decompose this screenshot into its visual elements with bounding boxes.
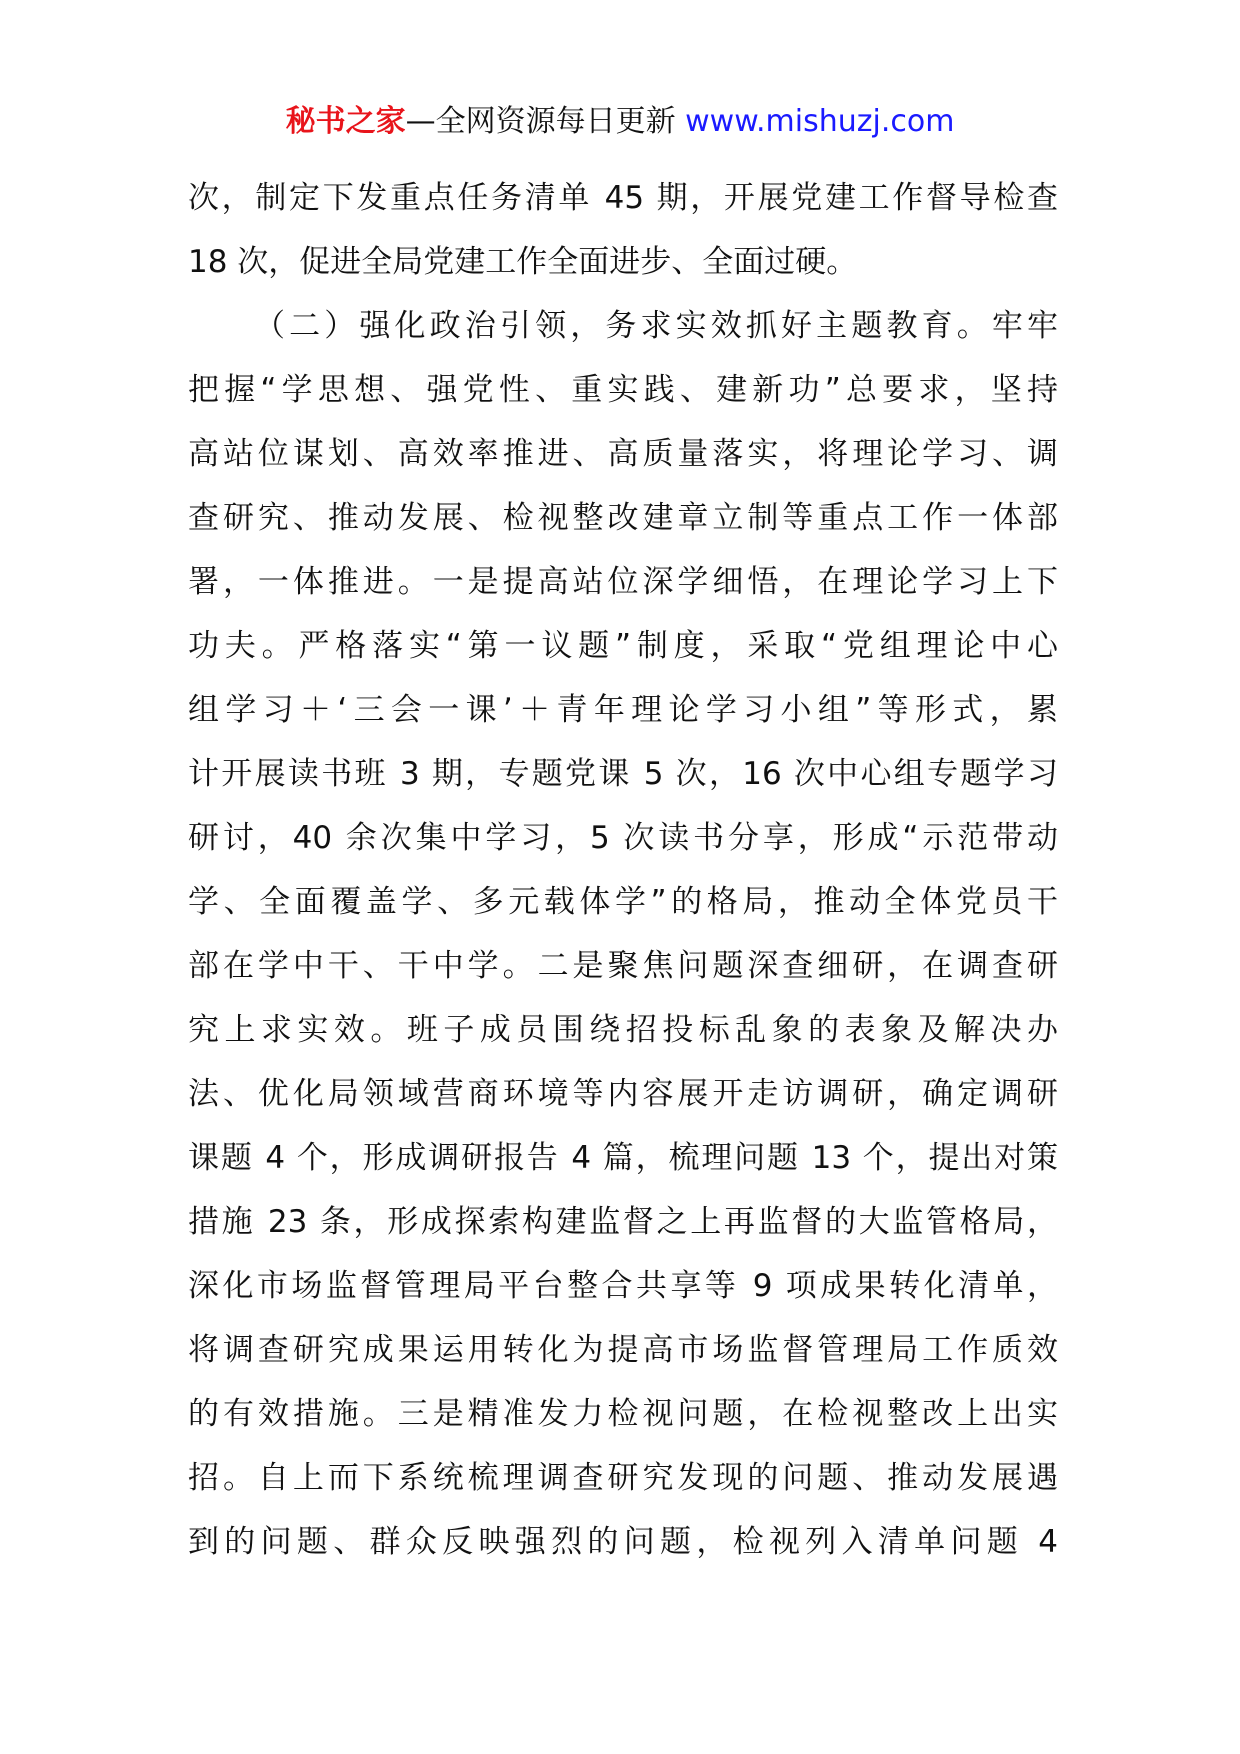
body-line: 招。自上而下系统梳理调查研究发现的问题、推动发展遇: [188, 1460, 1058, 1496]
body-line: 高站位谋划、高效率推进、高质量落实，将理论学习、调: [188, 436, 1058, 472]
body-line: 查研究、推动发展、检视整改建章立制等重点工作一体部: [188, 500, 1058, 536]
header-tagline: —全网资源每日更新: [405, 104, 676, 139]
document-body: [188, 166, 1058, 1574]
body-line: 18 次，促进全局党建工作全面进步、全面过硬。: [188, 244, 858, 280]
body-line: 到的问题、群众反映强烈的问题，检视列入清单问题 4: [188, 1524, 1058, 1560]
body-line: 法、优化局领域营商环境等内容展开走访调研，确定调研: [188, 1076, 1058, 1112]
body-line: 把握“学思想、强党性、重实践、建新功”总要求，坚持: [188, 372, 1058, 408]
brand-name: 秘书之家: [285, 104, 406, 139]
body-line: 将调查研究成果运用转化为提高市场监督管理局工作质效: [188, 1332, 1058, 1368]
body-line: 研讨，40 余次集中学习，5 次读书分享，形成“示范带动: [188, 820, 1058, 856]
body-line: 措施 23 条，形成探索构建监督之上再监督的大监管格局，: [188, 1204, 1058, 1240]
body-line: 学、全面覆盖学、多元载体学”的格局，推动全体党员干: [188, 884, 1058, 920]
site-url-link[interactable]: www.mishuzj.com: [685, 104, 955, 139]
body-line: 的有效措施。三是精准发力检视问题，在检视整改上出实: [188, 1396, 1058, 1432]
body-line: 课题 4 个，形成调研报告 4 篇，梳理问题 13 个，提出对策: [188, 1140, 1058, 1176]
body-line: 究上求实效。班子成员围绕招投标乱象的表象及解决办: [188, 1012, 1058, 1048]
body-line: 计开展读书班 3 期，专题党课 5 次，16 次中心组专题学习: [188, 756, 1058, 792]
body-line: 组学习＋‘三会一课’＋青年理论学习小组”等形式，累: [188, 692, 1058, 728]
body-line: 功夫。严格落实“第一议题”制度，采取“党组理论中心: [188, 628, 1058, 664]
body-line: （二）强化政治引领，务求实效抓好主题教育。牢牢: [254, 308, 1058, 344]
body-line: 部在学中干、干中学。二是聚焦问题深查细研，在调查研: [188, 948, 1058, 984]
site-header: [0, 102, 1240, 142]
body-line: 深化市场监督管理局平台整合共享等 9 项成果转化清单，: [188, 1268, 1058, 1304]
body-line: 次，制定下发重点任务清单 45 期，开展党建工作督导检查: [188, 180, 1058, 216]
body-line: 署，一体推进。一是提高站位深学细悟，在理论学习上下: [188, 564, 1058, 600]
